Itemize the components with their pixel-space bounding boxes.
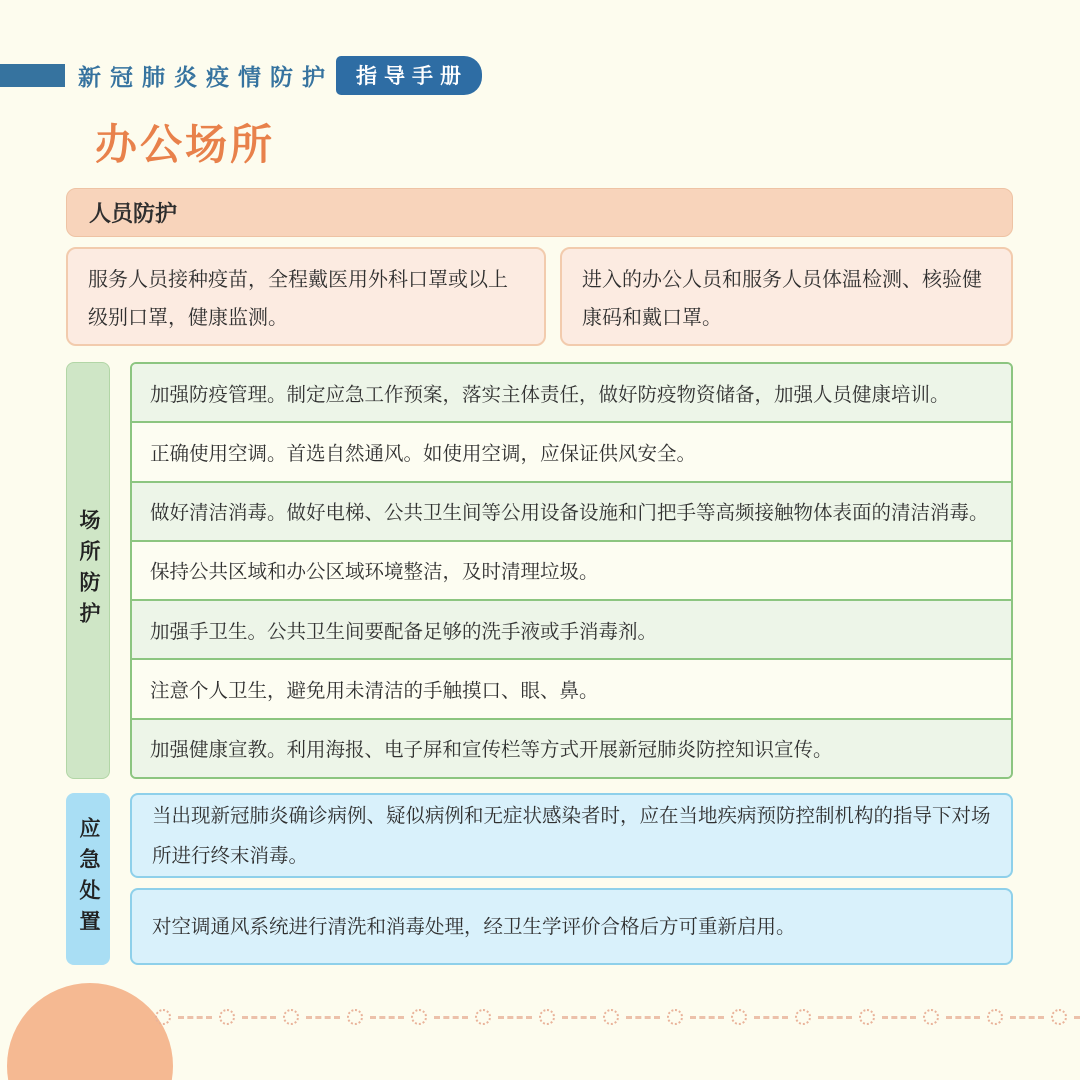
venue-rule-row: 注意个人卫生，避免用未清洁的手触摸口、眼、鼻。 <box>132 658 1011 717</box>
dash-dot-ornament <box>283 1009 347 1025</box>
dash-dot-ornament <box>923 1009 987 1025</box>
decorative-dash-line <box>155 1009 1080 1025</box>
dash-dot-ornament <box>1051 1009 1080 1025</box>
dash-dot-ornament <box>539 1009 603 1025</box>
venue-section-label <box>66 362 110 779</box>
dash-dot-ornament <box>667 1009 731 1025</box>
brand-accent-bar <box>0 64 65 87</box>
dash-dot-ornament <box>859 1009 923 1025</box>
brand-title: 新冠肺炎疫情防护 <box>78 64 334 90</box>
dash-dot-ornament <box>411 1009 475 1025</box>
brand-badge: 指导手册 <box>336 56 482 95</box>
emergency-section-title: 应急处置 <box>77 817 100 941</box>
emergency-item: 当出现新冠肺炎确诊病例、疑似病例和无症状感染者时，应在当地疾病预防控制机构的指导下对场所进行终末消毒。 <box>130 793 1013 878</box>
dash-dot-ornament <box>603 1009 667 1025</box>
dash-dot-ornament <box>731 1009 795 1025</box>
dash-dot-ornament <box>987 1009 1051 1025</box>
emergency-section-label <box>66 793 110 965</box>
venue-rules-table <box>130 362 1013 779</box>
decorative-circle <box>7 983 173 1080</box>
venue-section-title: 场所防护 <box>77 508 100 633</box>
venue-rule-row: 保持公共区域和办公区域环境整洁，及时清理垃圾。 <box>132 540 1011 599</box>
dash-dot-ornament <box>475 1009 539 1025</box>
venue-rule-row: 做好清洁消毒。做好电梯、公共卫生间等公用设备设施和门把手等高频接触物体表面的清洁消毒。 <box>132 481 1011 540</box>
venue-rule-row: 正确使用空调。首选自然通风。如使用空调，应保证供风安全。 <box>132 421 1011 480</box>
venue-rule-row: 加强防疫管理。制定应急工作预案，落实主体责任，做好防疫物资储备，加强人员健康培训。 <box>132 364 1011 421</box>
dash-dot-ornament <box>795 1009 859 1025</box>
page-title: 办公场所 <box>95 121 276 168</box>
dash-dot-ornament <box>219 1009 283 1025</box>
dash-dot-ornament <box>347 1009 411 1025</box>
brand-header <box>0 56 482 95</box>
venue-rule-row: 加强健康宣教。利用海报、电子屏和宣传栏等方式开展新冠肺炎防控知识宣传。 <box>132 718 1011 777</box>
personnel-item: 进入的办公人员和服务人员体温检测、核验健康码和戴口罩。 <box>560 247 1013 346</box>
personnel-section-header: 人员防护 <box>66 188 1013 237</box>
personnel-item: 服务人员接种疫苗，全程戴医用外科口罩或以上级别口罩，健康监测。 <box>66 247 546 346</box>
dash-dot-ornament <box>155 1009 219 1025</box>
venue-rule-row: 加强手卫生。公共卫生间要配备足够的洗手液或手消毒剂。 <box>132 599 1011 658</box>
emergency-item: 对空调通风系统进行清洗和消毒处理，经卫生学评价合格后方可重新启用。 <box>130 888 1013 965</box>
